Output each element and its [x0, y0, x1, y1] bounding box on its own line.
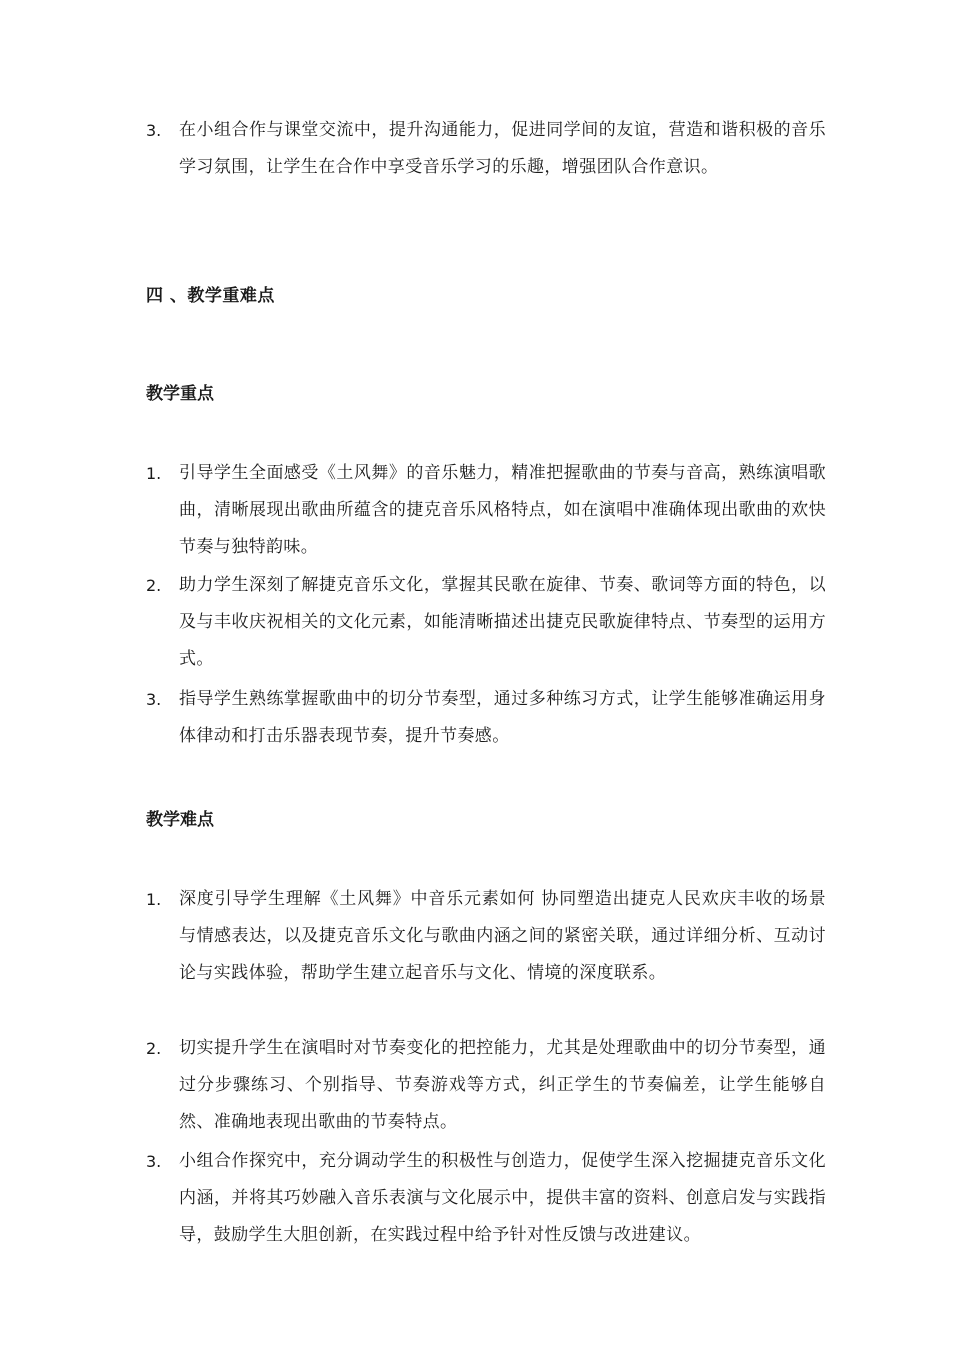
- list-item: [146, 1143, 826, 1254]
- list-number: 3.: [146, 1152, 162, 1171]
- section-heading: 四 、教学重难点: [146, 286, 275, 306]
- list-number: 2.: [146, 576, 162, 595]
- list-text: 助力学生深刻了解捷克音乐文化，掌握其民歌在旋律、节奏、歌词等方面的特色，以及与丰收庆祝相关的文化元素，如能清晰描述出捷克民歌旋律特点、节奏型的运用方式。: [179, 575, 826, 669]
- difficult-points-title: 教学难点: [146, 810, 214, 830]
- list-number: 3.: [146, 690, 162, 709]
- list-item: [146, 567, 826, 678]
- list-number: 1.: [146, 464, 162, 483]
- list-text: 引导学生全面感受《土风舞》的音乐魅力，精准把握歌曲的节奏与音高，熟练演唱歌曲，清晰展现出歌曲所蕴含的捷克音乐风格特点，如在演唱中准确体现出歌曲的欢快节奏与独特韵味。: [179, 463, 826, 557]
- list-number: 3.: [146, 121, 162, 140]
- list-item: [146, 112, 826, 186]
- list-number: 2.: [146, 1039, 162, 1058]
- list-item: [146, 881, 826, 992]
- list-item: [146, 681, 826, 755]
- list-item: [146, 1030, 826, 1141]
- list-text: 小组合作探究中，充分调动学生的积极性与创造力，促使学生深入挖掘捷克音乐文化内涵，并将其巧妙融入音乐表演与文化展示中，提供丰富的资料、创意启发与实践指导，鼓励学生大胆创新，在实践过程中给予针对性反馈与改进建议。: [179, 1151, 826, 1245]
- list-item: [146, 455, 826, 566]
- list-text: 切实提升学生在演唱时对节奏变化的把控能力，尤其是处理歌曲中的切分节奏型，通过分步骤练习、个别指导、节奏游戏等方式，纠正学生的节奏偏差，让学生能够自然、准确地表现出歌曲的节奏特点。: [179, 1038, 826, 1132]
- list-text: 深度引导学生理解《土风舞》中音乐元素如何 协同塑造出捷克人民欢庆丰收的场景与情感表达，以及捷克音乐文化与歌曲内涵之间的紧密关联，通过详细分析、互动讨论与实践体验，帮助学生建立起音乐与文化、情境的深度联系。: [179, 889, 826, 983]
- key-points-title: 教学重点: [146, 384, 214, 404]
- list-number: 1.: [146, 890, 162, 909]
- list-text: 指导学生熟练掌握歌曲中的切分节奏型，通过多种练习方式，让学生能够准确运用身体律动和打击乐器表现节奏，提升节奏感。: [179, 689, 826, 746]
- list-text: 在小组合作与课堂交流中，提升沟通能力，促进同学间的友谊，营造和谐积极的音乐学习氛围，让学生在合作中享受音乐学习的乐趣，增强团队合作意识。: [179, 120, 826, 177]
